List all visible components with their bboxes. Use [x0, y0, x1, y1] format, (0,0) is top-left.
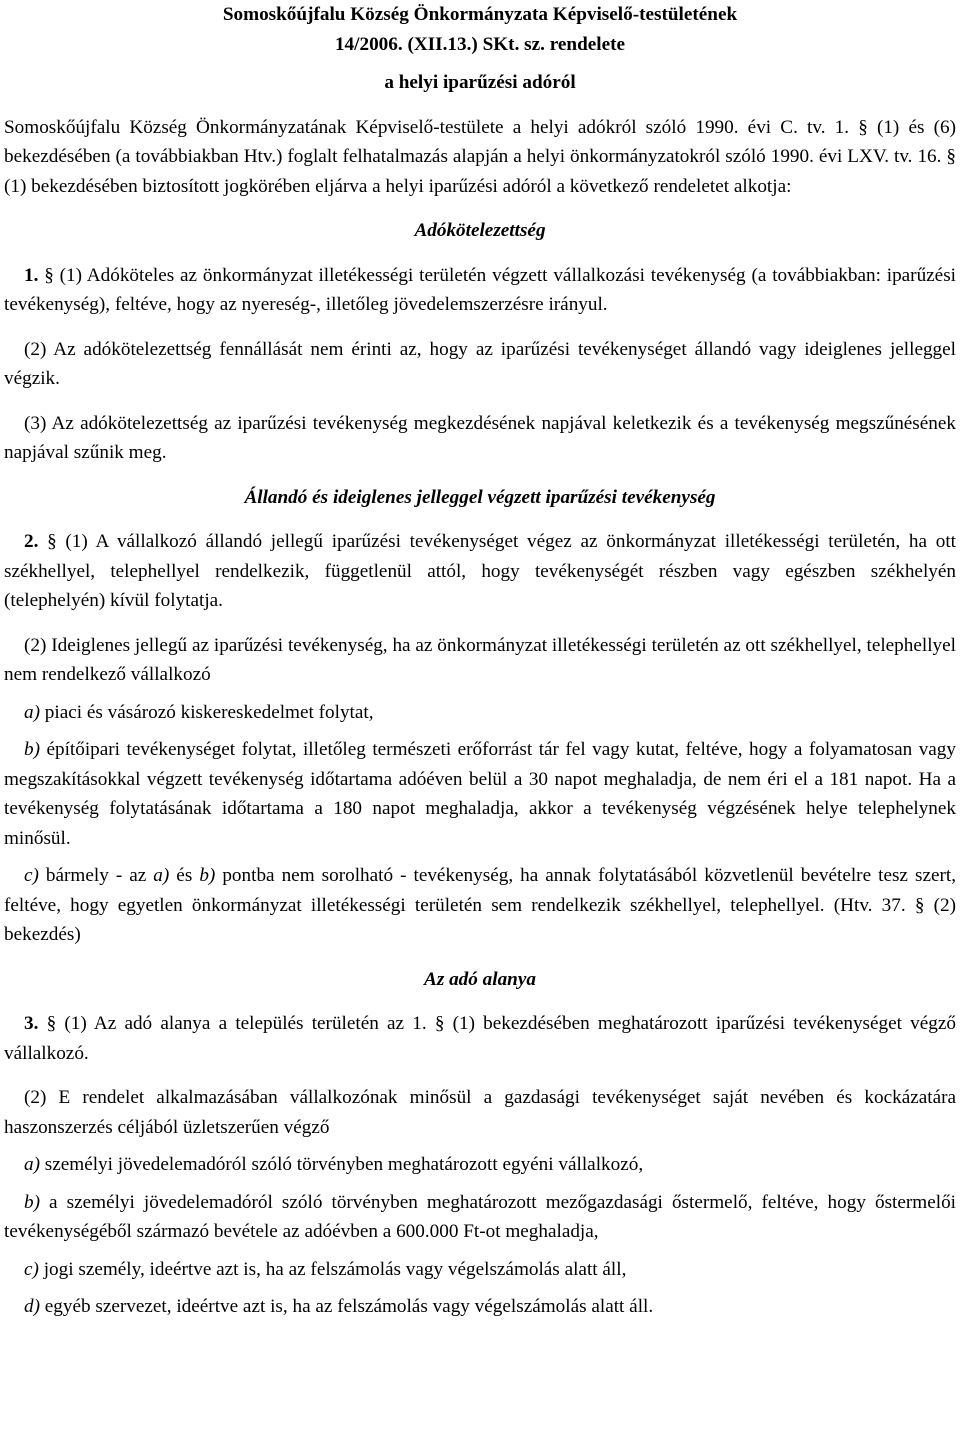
section-3-item-b-text: a személyi jövedelemadóról szóló törvényben meghatározott mezőgazdasági őstermelő, feltéve, hogy őstermelői tevékenységéből származó bevétele az adóévben a 600.000 Ft-ot meghaladja,: [4, 1191, 956, 1242]
title-line-1: Somoskőújfalu Község Önkormányzata Képviselő-testületének: [222, 4, 738, 25]
section-2-item-b-label: b): [24, 739, 40, 760]
section-2-item-b: [4, 735, 956, 853]
section-3-para-1: [4, 1009, 956, 1068]
section-2-item-b-text: építőipari tevékenységet folytat, illetőleg természeti erőforrást tár fel vagy kutat, feltéve, hogy a folyamatosan vagy megszakításokkal végzett tevékenység időtartama adóéven belül a 30 napot meghaladja, de nem éri el a 181 napot. Ha a tevékenység folytatásának időtartama a 180 napot meghaladja, akkor a tevékenység végzésének helye telephelynek minősül.: [4, 739, 956, 849]
section-3-item-c: [4, 1255, 956, 1285]
section-3-item-d: [4, 1292, 956, 1322]
document-subtitle: a helyi iparűzési adóról: [384, 72, 576, 93]
section-2-item-c-text-2: és: [169, 865, 200, 886]
section-1-number: 1.: [24, 264, 39, 286]
heading-allando-ideiglenes: Állandó és ideiglenes jelleggel végzett iparűzési tevékenység: [244, 486, 716, 508]
section-2-para-1: [4, 527, 956, 616]
document-title: [4, 0, 956, 59]
section-2-item-a: [4, 698, 956, 728]
section-3-item-d-text: egyéb szervezet, ideértve azt is, ha az felszámolás vagy végelszámolás alatt áll.: [39, 1296, 654, 1317]
section-2-para-2: (2) Ideiglenes jellegű az iparűzési tevékenység, ha az önkormányzat illetékességi területén az ott székhellyel, telephellyel nem rendelkező vállalkozó: [4, 634, 956, 685]
section-1-para-1: [4, 261, 956, 320]
section-2-item-c-text-1: bármely - az: [38, 865, 154, 886]
section-2-item-c-text-3: pontba nem sorolható - tevékenység, ha annak folytatásából közvetlenül bevételre tesz szert, feltéve, hogy egyetlen önkormányzat illetékességi területén sem rendelkezik székhellyel, telephellyel. (Htv. 37. § (2) bekezdés): [4, 865, 956, 945]
heading-az-ado-alanya: Az adó alanya: [424, 968, 536, 990]
section-3-item-a-label: a): [24, 1154, 40, 1175]
section-1-para-3: (3) Az adókötelezettség az iparűzési tevékenység megkezdésének napjával keletkezik és a tevékenység megszűnésének napjával szűnik meg.: [4, 412, 956, 463]
section-2-item-a-label: a): [24, 701, 40, 723]
section-3-para-2: (2) E rendelet alkalmazásában vállalkozónak minősül a gazdasági tevékenységet saját nevében és kockázatára haszonszerzés céljából üzletszerűen végző: [4, 1087, 956, 1138]
section-3-para-1-text: § (1) Az adó alanya a település területén az 1. § (1) bekezdésében meghatározott iparűzési tevékenységet végző vállalkozó.: [4, 1013, 956, 1064]
section-3-item-c-text: jogi személy, ideértve azt is, ha az felszámolás vagy végelszámolás alatt áll,: [38, 1258, 627, 1280]
section-2-item-c-ref-a: a): [153, 865, 170, 886]
section-3-item-c-label: c): [24, 1258, 39, 1280]
heading-adokotelezettseg: Adókötelezettség: [414, 220, 546, 241]
section-3-item-a: [4, 1150, 956, 1180]
section-2-item-a-text: piaci és vásározó kiskereskedelmet folytat,: [39, 701, 374, 723]
section-2-item-c: [4, 861, 956, 950]
section-3-item-b: [4, 1188, 956, 1247]
section-1-para-1-text: § (1) Adóköteles az önkormányzat illetékességi területén végzett vállalkozási tevékenység (a továbbiakban: iparűzési tevékenység), feltéve, hogy az nyereség-, illetőleg jövedelemszerzésre irányul.: [4, 264, 956, 315]
section-3-item-a-text: személyi jövedelemadóról szóló törvényben meghatározott egyéni vállalkozó,: [39, 1154, 644, 1175]
section-3-item-b-label: b): [24, 1191, 40, 1213]
section-3-number: 3.: [24, 1013, 39, 1034]
section-1-para-2: (2) Az adókötelezettség fennállását nem érinti az, hogy az iparűzési tevékenységet állandó vagy ideiglenes jelleggel végzik.: [4, 338, 956, 389]
section-2-item-c-label: c): [24, 865, 39, 886]
preamble: Somoskőújfalu Község Önkormányzatának Képviselő-testülete a helyi adókról szóló 1990. évi C. tv. 1. § (1) és (6) bekezdésében (a továbbiakban Htv.) foglalt felhatalmazás alapján a helyi önkormányzatokról szóló 1990. évi LXV. tv. 16. § (1) bekezdésében biztosított jogkörében eljárva a helyi iparűzési adóról a következő rendeletet alkotja:: [4, 116, 956, 197]
title-line-2: 14/2006. (XII.13.) SKt. sz. rendelete: [334, 33, 626, 55]
section-2-para-1-text: § (1) A vállalkozó állandó jellegű iparűzési tevékenységet végez az önkormányzat illetékességi területén, ha ott székhellyel, telephellyel rendelkezik, függetlenül attól, hogy tevékenységét részben vagy egészben székhelyén (telephelyén) kívül folytatja.: [4, 531, 956, 611]
section-2-item-c-ref-b: b): [199, 865, 216, 886]
section-2-number: 2.: [24, 531, 39, 552]
section-3-item-d-label: d): [24, 1296, 40, 1317]
